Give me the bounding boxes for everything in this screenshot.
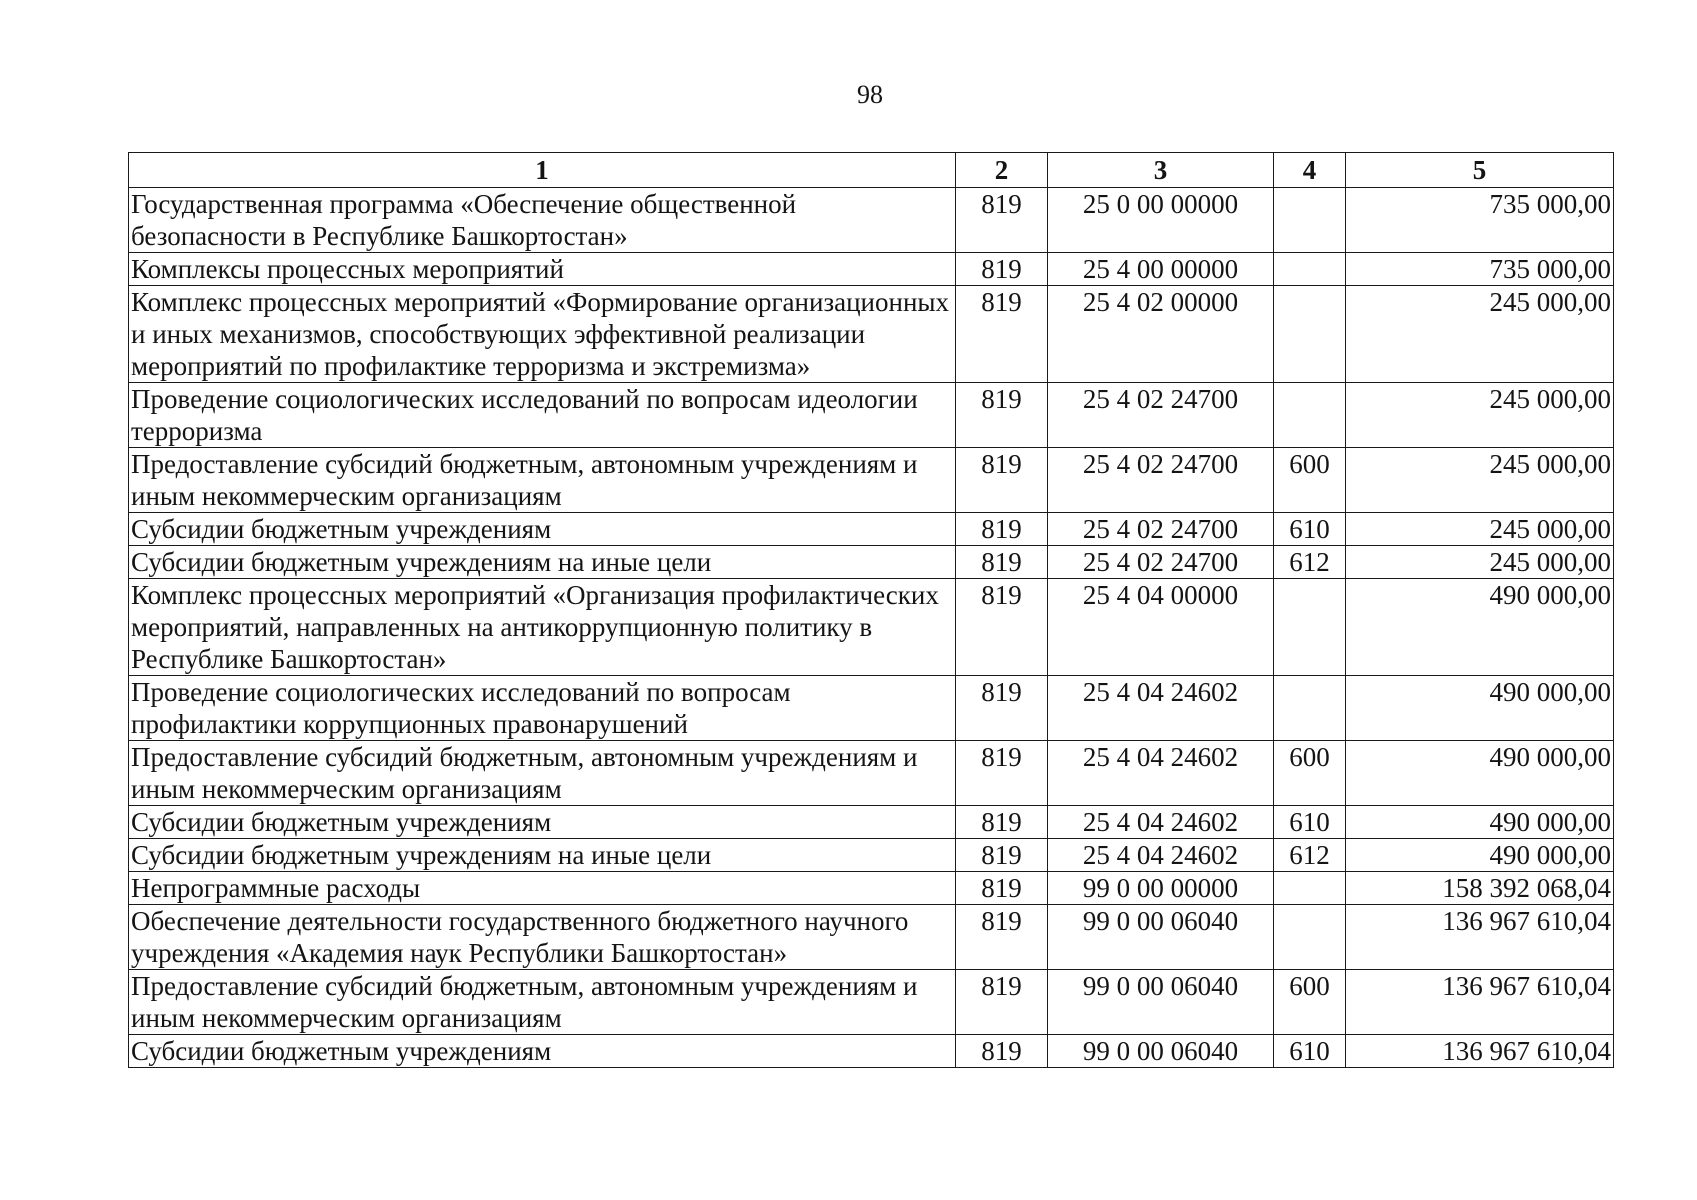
table-row [129, 676, 1614, 741]
amount-cell: 158 392 068,04 [1346, 872, 1614, 905]
ministry-code-cell: 819 [956, 1035, 1048, 1068]
table-row [129, 513, 1614, 546]
amount-cell: 245 000,00 [1346, 513, 1614, 546]
amount-cell: 136 967 610,04 [1346, 970, 1614, 1035]
budget-table [128, 152, 1614, 1068]
target-code-cell: 25 4 02 24700 [1048, 448, 1274, 513]
ministry-code-cell: 819 [956, 513, 1048, 546]
ministry-code-cell: 819 [956, 188, 1048, 253]
ministry-code-cell: 819 [956, 286, 1048, 383]
item-name-cell: Предоставление субсидий бюджетным, автономным учреждениям и иным некоммерческим организациям [129, 970, 956, 1035]
item-name-cell: Субсидии бюджетным учреждениям на иные цели [129, 546, 956, 579]
target-code-cell: 99 0 00 00000 [1048, 872, 1274, 905]
ministry-code-cell: 819 [956, 970, 1048, 1035]
ministry-code-cell: 819 [956, 253, 1048, 286]
amount-cell: 490 000,00 [1346, 806, 1614, 839]
target-code-cell: 25 4 04 00000 [1048, 579, 1274, 676]
table-row [129, 546, 1614, 579]
table-row [129, 579, 1614, 676]
expense-type-cell: 610 [1274, 513, 1346, 546]
column-header: 4 [1274, 153, 1346, 188]
item-name-cell: Обеспечение деятельности государственного бюджетного научного учреждения «Академия наук Республики Башкортостан» [129, 905, 956, 970]
ministry-code-cell: 819 [956, 872, 1048, 905]
target-code-cell: 99 0 00 06040 [1048, 970, 1274, 1035]
expense-type-cell: 610 [1274, 806, 1346, 839]
page-number: 98 [857, 80, 883, 109]
expense-type-cell: 600 [1274, 448, 1346, 513]
ministry-code-cell: 819 [956, 905, 1048, 970]
amount-cell: 245 000,00 [1346, 448, 1614, 513]
item-name-cell: Государственная программа «Обеспечение общественной безопасности в Республике Башкортостан» [129, 188, 956, 253]
expense-type-cell [1274, 579, 1346, 676]
amount-cell: 490 000,00 [1346, 741, 1614, 806]
table-row [129, 970, 1614, 1035]
expense-type-cell [1274, 676, 1346, 741]
table-row [129, 1035, 1614, 1068]
item-name-cell: Проведение социологических исследований по вопросам профилактики коррупционных правонарушений [129, 676, 956, 741]
column-header: 1 [129, 153, 956, 188]
target-code-cell: 25 4 02 24700 [1048, 546, 1274, 579]
table-row [129, 253, 1614, 286]
table-row [129, 741, 1614, 806]
item-name-cell: Субсидии бюджетным учреждениям [129, 513, 956, 546]
ministry-code-cell: 819 [956, 448, 1048, 513]
expense-type-cell [1274, 188, 1346, 253]
amount-cell: 735 000,00 [1346, 188, 1614, 253]
target-code-cell: 25 4 00 00000 [1048, 253, 1274, 286]
item-name-cell: Предоставление субсидий бюджетным, автономным учреждениям и иным некоммерческим организациям [129, 448, 956, 513]
expense-type-cell: 612 [1274, 546, 1346, 579]
target-code-cell: 25 4 02 00000 [1048, 286, 1274, 383]
target-code-cell: 25 0 00 00000 [1048, 188, 1274, 253]
amount-cell: 245 000,00 [1346, 546, 1614, 579]
target-code-cell: 99 0 00 06040 [1048, 1035, 1274, 1068]
table-row [129, 448, 1614, 513]
item-name-cell: Комплекс процессных мероприятий «Формирование организационных и иных механизмов, способствующих эффективной реализации мероприятий по профилактике терроризма и экстремизма» [129, 286, 956, 383]
table-row [129, 905, 1614, 970]
column-header: 5 [1346, 153, 1614, 188]
expense-type-cell [1274, 872, 1346, 905]
item-name-cell: Субсидии бюджетным учреждениям на иные цели [129, 839, 956, 872]
ministry-code-cell: 819 [956, 839, 1048, 872]
table-row [129, 383, 1614, 448]
item-name-cell: Предоставление субсидий бюджетным, автономным учреждениям и иным некоммерческим организациям [129, 741, 956, 806]
item-name-cell: Комплекс процессных мероприятий «Организация профилактических мероприятий, направленных на антикоррупционную политику в Республике Башкортостан» [129, 579, 956, 676]
expense-type-cell [1274, 286, 1346, 383]
ministry-code-cell: 819 [956, 806, 1048, 839]
expense-type-cell [1274, 383, 1346, 448]
table-row [129, 286, 1614, 383]
item-name-cell: Субсидии бюджетным учреждениям [129, 1035, 956, 1068]
target-code-cell: 25 4 04 24602 [1048, 806, 1274, 839]
target-code-cell: 25 4 02 24700 [1048, 383, 1274, 448]
target-code-cell: 25 4 04 24602 [1048, 676, 1274, 741]
table-body [129, 188, 1614, 1068]
table-row [129, 806, 1614, 839]
amount-cell: 735 000,00 [1346, 253, 1614, 286]
column-header: 2 [956, 153, 1048, 188]
item-name-cell: Непрограммные расходы [129, 872, 956, 905]
table-header-row [129, 153, 1614, 188]
amount-cell: 490 000,00 [1346, 839, 1614, 872]
item-name-cell: Комплексы процессных мероприятий [129, 253, 956, 286]
table-row [129, 872, 1614, 905]
ministry-code-cell: 819 [956, 741, 1048, 806]
target-code-cell: 25 4 04 24602 [1048, 741, 1274, 806]
ministry-code-cell: 819 [956, 579, 1048, 676]
expense-type-cell: 600 [1274, 970, 1346, 1035]
ministry-code-cell: 819 [956, 383, 1048, 448]
expense-type-cell [1274, 905, 1346, 970]
expense-type-cell: 600 [1274, 741, 1346, 806]
expense-type-cell: 610 [1274, 1035, 1346, 1068]
item-name-cell: Проведение социологических исследований по вопросам идеологии терроризма [129, 383, 956, 448]
table-row [129, 188, 1614, 253]
amount-cell: 136 967 610,04 [1346, 905, 1614, 970]
table-row [129, 839, 1614, 872]
column-header: 3 [1048, 153, 1274, 188]
amount-cell: 490 000,00 [1346, 579, 1614, 676]
target-code-cell: 25 4 02 24700 [1048, 513, 1274, 546]
amount-cell: 136 967 610,04 [1346, 1035, 1614, 1068]
amount-cell: 245 000,00 [1346, 286, 1614, 383]
ministry-code-cell: 819 [956, 676, 1048, 741]
target-code-cell: 25 4 04 24602 [1048, 839, 1274, 872]
ministry-code-cell: 819 [956, 546, 1048, 579]
item-name-cell: Субсидии бюджетным учреждениям [129, 806, 956, 839]
amount-cell: 490 000,00 [1346, 676, 1614, 741]
amount-cell: 245 000,00 [1346, 383, 1614, 448]
target-code-cell: 99 0 00 06040 [1048, 905, 1274, 970]
expense-type-cell: 612 [1274, 839, 1346, 872]
expense-type-cell [1274, 253, 1346, 286]
